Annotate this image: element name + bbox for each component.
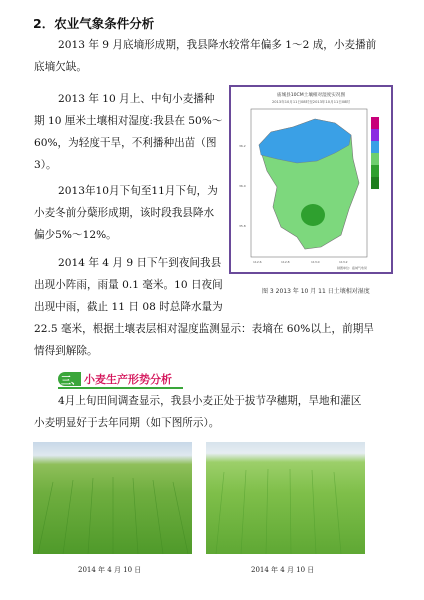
figure-caption: 图 3 2013 年 10 月 11 日土壤相对湿度 xyxy=(262,288,370,295)
svg-text:36.2: 36.2 xyxy=(239,144,246,148)
paragraph-line: 2013 年 10 月上、中旬小麦播种 xyxy=(58,93,215,105)
section-title: 小麦生产形势分析 xyxy=(84,373,172,386)
svg-text:36.0: 36.0 xyxy=(239,184,246,188)
soil-moisture-map xyxy=(231,87,391,272)
paragraph-line: 情得到解除。 xyxy=(34,345,98,357)
paragraph-line: 2013年10月下旬至11月下旬，为 xyxy=(58,185,218,197)
wheat-texture xyxy=(33,442,192,554)
legend-swatch xyxy=(371,129,379,141)
legend-swatch xyxy=(371,141,379,153)
photo-caption-right: 2014 年 4 月 10 日 xyxy=(251,566,315,574)
map-title: 庙城县10CM土壤相对湿度实况图 xyxy=(276,93,346,98)
map-subtitle: 2013年10月11日08时至2013年10月11日08时 xyxy=(271,100,351,104)
section-underline xyxy=(58,387,183,389)
legend-swatch xyxy=(371,165,379,177)
paragraph-line: 22.5 毫米，根据土壤表层相对湿度监测显示：表墒在 60%以上，前期旱 xyxy=(34,323,374,335)
wheat-field-photo-right xyxy=(206,442,365,554)
legend-swatch xyxy=(371,153,379,165)
paragraph-line: 3）。 xyxy=(34,159,57,171)
svg-text:113.0: 113.0 xyxy=(311,260,320,264)
section-number-badge: 三、 xyxy=(58,372,81,386)
section-heading: 2．农业气象条件分析 xyxy=(33,16,155,31)
paragraph-line: 小麦明显好于去年同期（如下图所示）。 xyxy=(34,417,220,429)
paragraph-line: 期 10 厘米土壤相对湿度:我县在 50%～ xyxy=(34,115,223,127)
photo-caption-left: 2014 年 4 月 10 日 xyxy=(78,566,142,574)
paragraph-line: 底墒欠缺。 xyxy=(34,61,87,73)
paragraph-line: 60%，为轻度干旱，不利播种出苗（图 xyxy=(34,137,217,149)
svg-text:112.8: 112.8 xyxy=(281,260,290,264)
svg-text:113.2: 113.2 xyxy=(339,260,348,264)
legend-swatch xyxy=(371,117,379,129)
svg-text:35.8: 35.8 xyxy=(239,224,246,228)
low-moisture-zone xyxy=(301,204,325,226)
svg-text:112.6: 112.6 xyxy=(253,260,262,264)
paragraph-line: 偏少5%～12%。 xyxy=(34,229,117,241)
paragraph-line: 2013 年 9 月底墒形成期，我县降水较常年偏多 1～2 成，小麦播前 xyxy=(58,39,377,51)
paragraph-line: 2014 年 4 月 9 日下午到夜间我县 xyxy=(58,257,222,269)
wheat-texture xyxy=(206,442,365,554)
paragraph-line: 4月上旬田间调查显示，我县小麦正处于拔节孕穗期，旱地和灌区 xyxy=(58,395,362,407)
legend-swatch xyxy=(371,177,379,189)
soil-moisture-map-figure xyxy=(229,85,393,274)
paragraph-line: 出现中雨，截止 11 日 08 时总降水量为 xyxy=(34,301,223,313)
paragraph-line: 出现小阵雨，雨量 0.1 毫米。10 日夜间 xyxy=(34,279,223,291)
paragraph-line: 小麦冬前分蘖形成期，该时段我县降水 xyxy=(34,207,215,219)
map-footer: 制图单位：庙城气象局 xyxy=(336,266,367,270)
wheat-field-photo-left xyxy=(33,442,192,554)
